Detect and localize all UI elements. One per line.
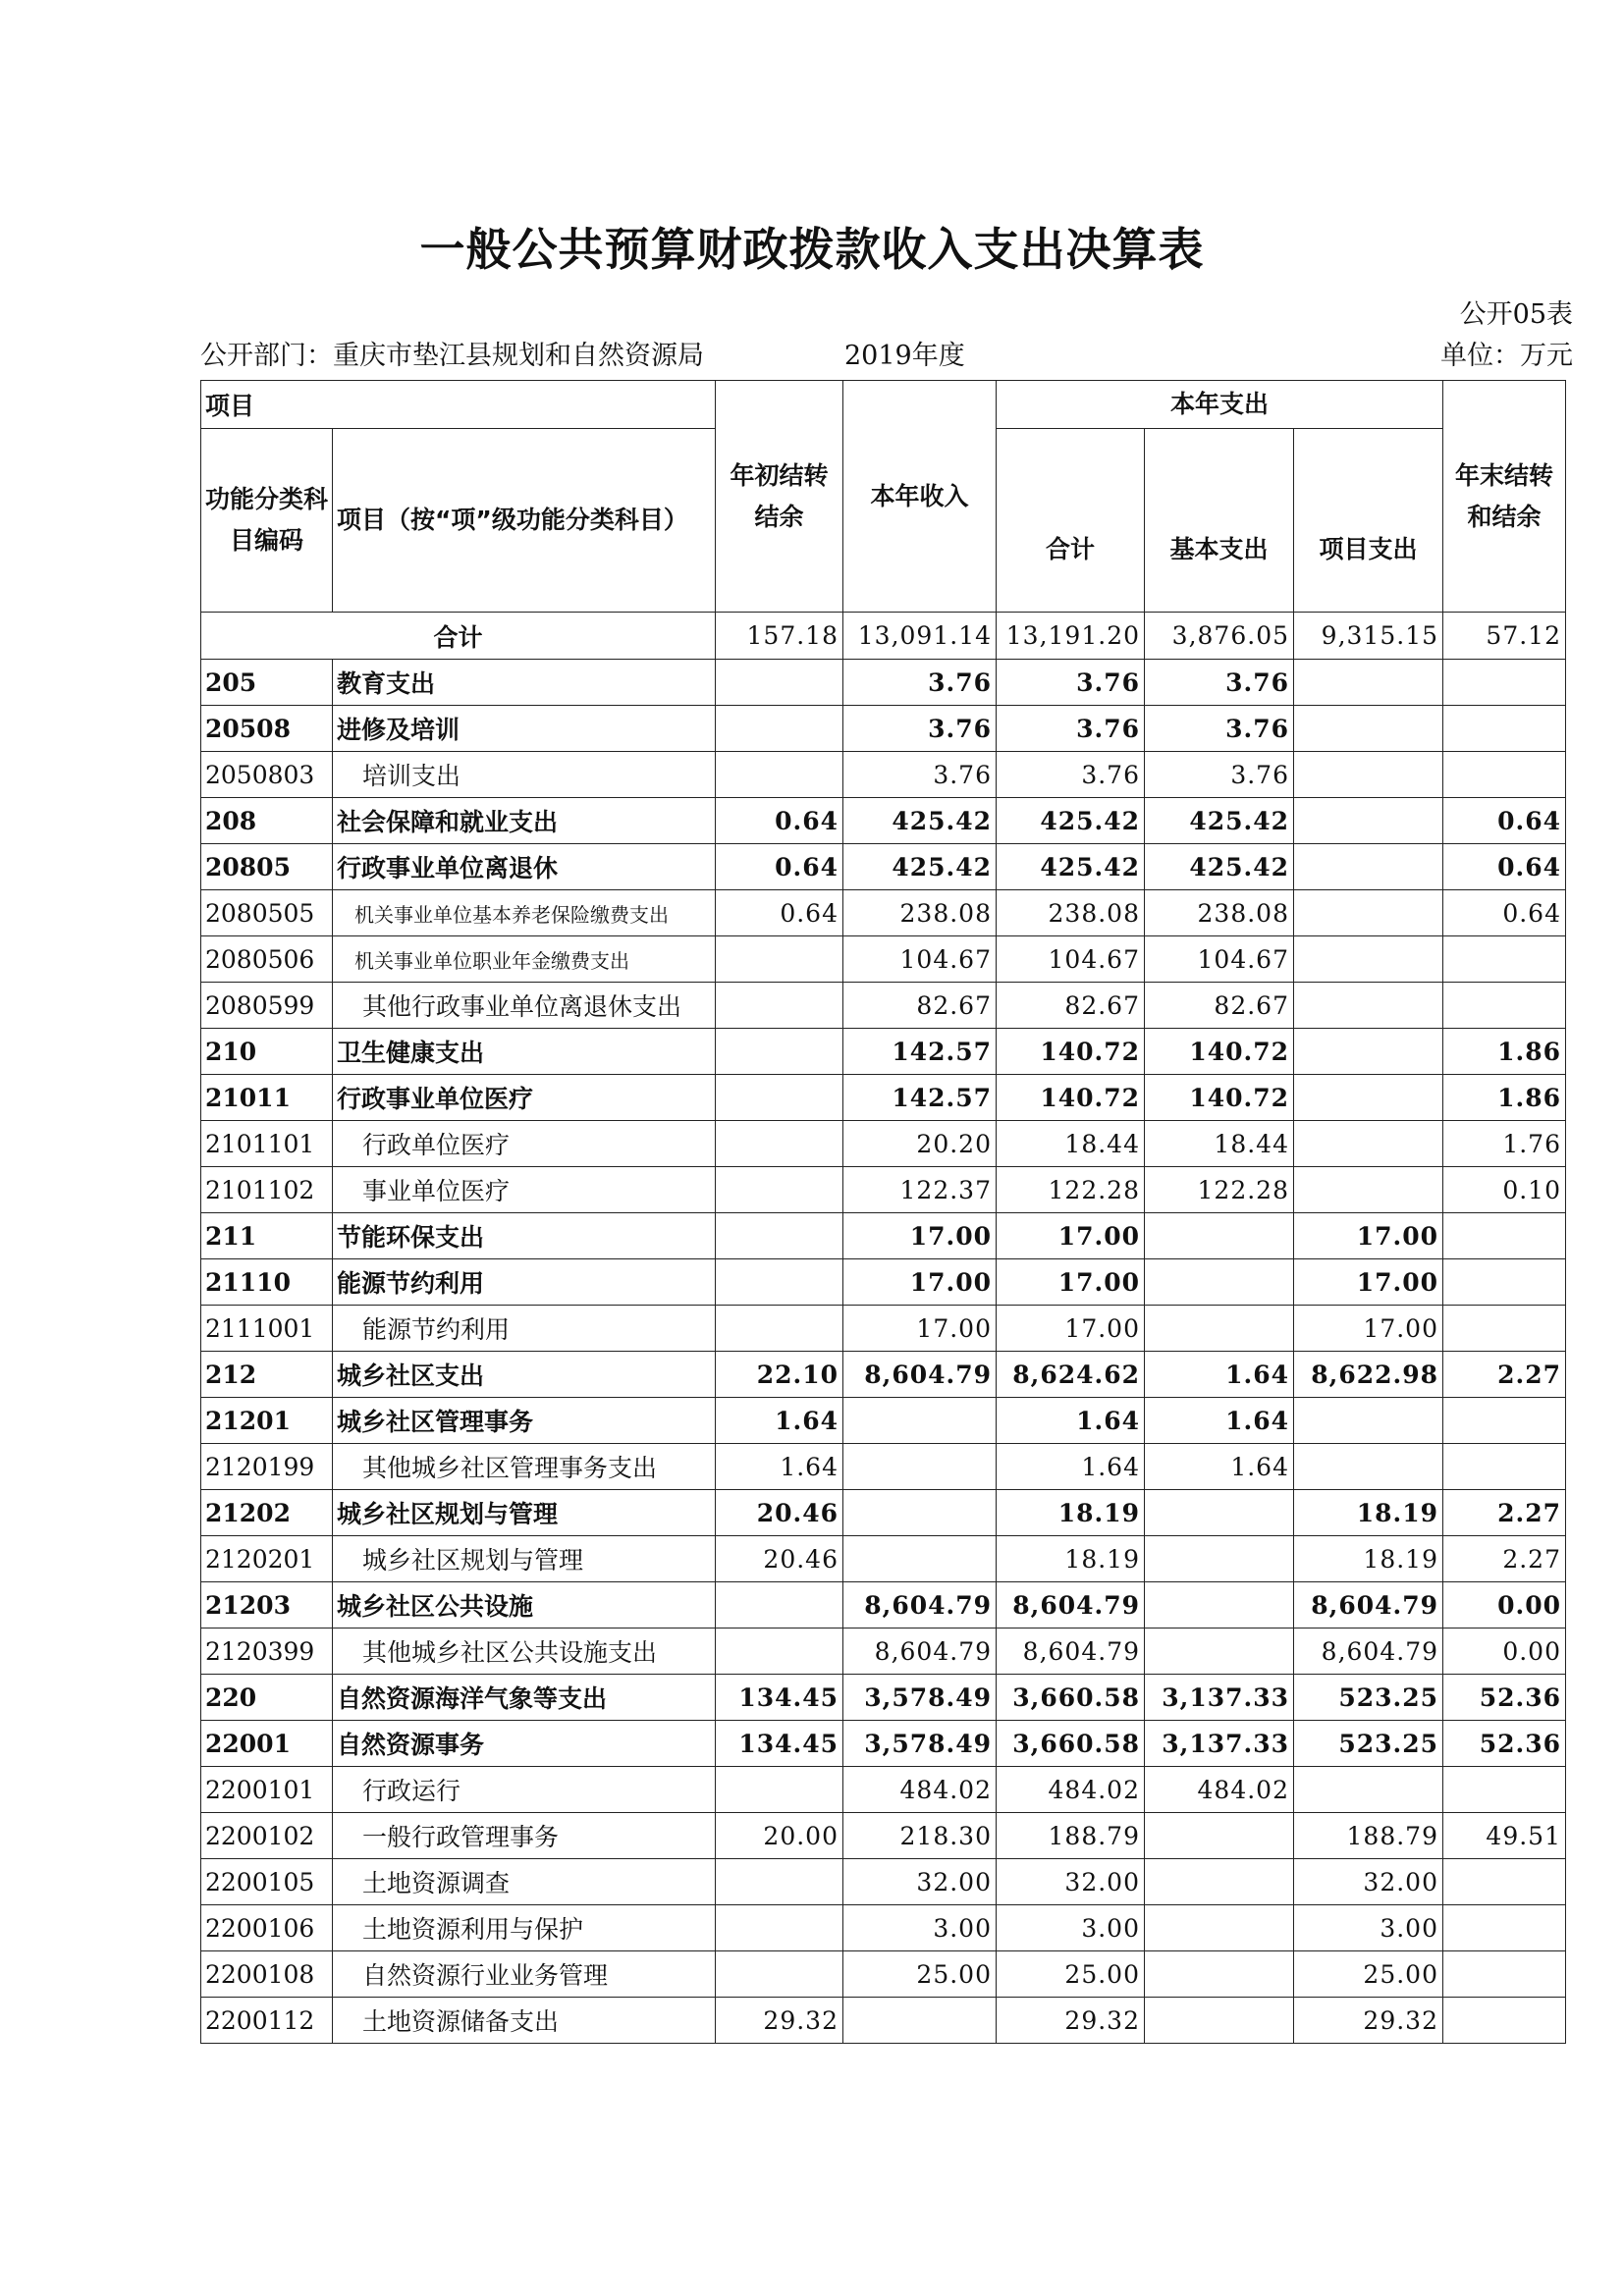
row-code: 2120399 [201,1629,333,1675]
row-income: 17.00 [843,1306,997,1352]
row-end-balance [1443,936,1566,983]
table-row [201,1352,1566,1398]
budget-table [200,380,1566,2044]
row-code: 20805 [201,844,333,890]
row-name: 自然资源海洋气象等支出 [333,1675,716,1721]
row-basic: 3.76 [1145,752,1294,798]
row-begin-balance [716,1905,843,1951]
header-expense-total: 合计 [997,429,1145,613]
row-code: 21203 [201,1582,333,1629]
row-end-balance: 49.51 [1443,1813,1566,1859]
row-name: 土地资源调查 [333,1859,716,1905]
row-name: 事业单位医疗 [333,1167,716,1213]
row-begin-balance [716,706,843,752]
row-income: 8,604.79 [843,1352,997,1398]
row-basic: 3,137.33 [1145,1721,1294,1767]
row-expense-total: 17.00 [997,1306,1145,1352]
row-income: 238.08 [843,890,997,936]
row-project [1294,798,1443,844]
total-basic: 3,876.05 [1145,613,1294,660]
row-code: 2101101 [201,1121,333,1167]
row-end-balance: 1.76 [1443,1121,1566,1167]
row-income: 20.20 [843,1121,997,1167]
row-name: 其他行政事业单位离退休支出 [333,983,716,1029]
table-row [201,1998,1566,2044]
row-income: 425.42 [843,844,997,890]
row-end-balance [1443,1259,1566,1306]
row-income: 3,578.49 [843,1675,997,1721]
table-row [201,1951,1566,1998]
header-project-expense: 项目支出 [1294,429,1443,613]
row-begin-balance [716,752,843,798]
row-begin-balance: 0.64 [716,844,843,890]
row-basic [1145,1259,1294,1306]
form-number: 公开05表 [1459,299,1573,330]
table-row [201,1029,1566,1075]
row-expense-total: 484.02 [997,1767,1145,1813]
table-row [201,1167,1566,1213]
total-begin: 157.18 [716,613,843,660]
row-basic: 1.64 [1145,1398,1294,1444]
row-expense-total: 104.67 [997,936,1145,983]
table-row [201,1259,1566,1306]
row-begin-balance [716,1259,843,1306]
row-expense-total: 32.00 [997,1859,1145,1905]
row-project [1294,983,1443,1029]
row-end-balance [1443,1859,1566,1905]
row-expense-total: 188.79 [997,1813,1145,1859]
row-basic: 1.64 [1145,1352,1294,1398]
header-code: 功能分类科目编码 [201,429,333,613]
row-expense-total: 425.42 [997,798,1145,844]
row-project [1294,706,1443,752]
row-code: 2120201 [201,1536,333,1582]
table-row [201,844,1566,890]
row-name: 机关事业单位基本养老保险缴费支出 [333,890,716,936]
row-code: 211 [201,1213,333,1259]
row-code: 2200108 [201,1951,333,1998]
row-project: 32.00 [1294,1859,1443,1905]
table-row [201,890,1566,936]
row-code: 2080505 [201,890,333,936]
row-basic: 122.28 [1145,1167,1294,1213]
total-income: 13,091.14 [843,613,997,660]
row-end-balance: 2.27 [1443,1352,1566,1398]
row-end-balance: 52.36 [1443,1675,1566,1721]
row-project: 8,604.79 [1294,1629,1443,1675]
row-project: 25.00 [1294,1951,1443,1998]
row-code: 21011 [201,1075,333,1121]
row-name: 其他城乡社区管理事务支出 [333,1444,716,1490]
table-row [201,1721,1566,1767]
table-row [201,1306,1566,1352]
row-project [1294,660,1443,706]
row-expense-total: 1.64 [997,1444,1145,1490]
row-basic [1145,1536,1294,1582]
table-row [201,1121,1566,1167]
row-project: 8,604.79 [1294,1582,1443,1629]
row-begin-balance: 134.45 [716,1675,843,1721]
row-project: 18.19 [1294,1536,1443,1582]
row-end-balance: 2.27 [1443,1536,1566,1582]
table-row [201,1213,1566,1259]
row-name: 城乡社区管理事务 [333,1398,716,1444]
row-basic: 3.76 [1145,660,1294,706]
row-basic [1145,1813,1294,1859]
row-basic: 1.64 [1145,1444,1294,1490]
row-begin-balance [716,1306,843,1352]
row-project [1294,1167,1443,1213]
row-name: 城乡社区规划与管理 [333,1536,716,1582]
row-begin-balance [716,1767,843,1813]
row-basic [1145,1905,1294,1951]
row-end-balance: 1.86 [1443,1029,1566,1075]
row-basic [1145,1859,1294,1905]
row-begin-balance: 20.46 [716,1490,843,1536]
row-project [1294,844,1443,890]
row-income: 25.00 [843,1951,997,1998]
row-name: 城乡社区支出 [333,1352,716,1398]
row-end-balance [1443,1213,1566,1259]
row-code: 2200112 [201,1998,333,2044]
document-meta [200,334,1573,373]
row-income: 104.67 [843,936,997,983]
row-expense-total: 8,604.79 [997,1582,1145,1629]
row-income: 425.42 [843,798,997,844]
row-name: 城乡社区公共设施 [333,1582,716,1629]
header-name: 项目（按“项”级功能分类科目） [333,429,716,613]
table-row [201,1905,1566,1951]
row-expense-total: 3.76 [997,752,1145,798]
row-code: 21202 [201,1490,333,1536]
row-project: 8,622.98 [1294,1352,1443,1398]
table-row [201,1629,1566,1675]
table-row [201,1398,1566,1444]
row-basic: 18.44 [1145,1121,1294,1167]
row-code: 2200101 [201,1767,333,1813]
row-name: 行政运行 [333,1767,716,1813]
row-name: 城乡社区规划与管理 [333,1490,716,1536]
department-label: 公开部门：重庆市垫江县规划和自然资源局 [200,341,704,371]
row-expense-total: 238.08 [997,890,1145,936]
row-expense-total: 8,624.62 [997,1352,1145,1398]
table-row [201,1859,1566,1905]
row-expense-total: 140.72 [997,1029,1145,1075]
row-end-balance: 52.36 [1443,1721,1566,1767]
row-name: 土地资源储备支出 [333,1998,716,2044]
header-basic: 基本支出 [1145,429,1294,613]
row-code: 208 [201,798,333,844]
row-project [1294,1398,1443,1444]
row-end-balance [1443,1905,1566,1951]
table-row [201,1582,1566,1629]
row-end-balance: 0.10 [1443,1167,1566,1213]
row-income: 8,604.79 [843,1629,997,1675]
row-income: 3.76 [843,752,997,798]
table-row [201,752,1566,798]
row-end-balance [1443,1998,1566,2044]
total-expense: 13,191.20 [997,613,1145,660]
table-row [201,706,1566,752]
row-income [843,1490,997,1536]
row-expense-total: 1.64 [997,1398,1145,1444]
row-begin-balance: 0.64 [716,890,843,936]
row-income [843,1536,997,1582]
row-begin-balance: 1.64 [716,1398,843,1444]
row-project [1294,1121,1443,1167]
table-row [201,983,1566,1029]
row-code: 2200106 [201,1905,333,1951]
row-code: 2050803 [201,752,333,798]
row-project: 188.79 [1294,1813,1443,1859]
row-expense-total: 29.32 [997,1998,1145,2044]
row-begin-balance [716,1121,843,1167]
table-row [201,1444,1566,1490]
row-code: 2080599 [201,983,333,1029]
row-code: 2120199 [201,1444,333,1490]
row-basic: 140.72 [1145,1029,1294,1075]
row-income: 82.67 [843,983,997,1029]
row-name: 行政事业单位离退休 [333,844,716,890]
row-name: 培训支出 [333,752,716,798]
row-code: 2200102 [201,1813,333,1859]
document-title: 一般公共预算财政拨款收入支出决算表 [419,223,1205,276]
row-project: 17.00 [1294,1259,1443,1306]
row-begin-balance [716,1582,843,1629]
table-row [201,1813,1566,1859]
row-end-balance: 0.00 [1443,1629,1566,1675]
table-row [201,798,1566,844]
row-expense-total: 25.00 [997,1951,1145,1998]
row-basic: 140.72 [1145,1075,1294,1121]
row-basic: 425.42 [1145,844,1294,890]
total-end: 57.12 [1443,613,1566,660]
row-project: 17.00 [1294,1213,1443,1259]
table-row [201,936,1566,983]
row-basic: 3,137.33 [1145,1675,1294,1721]
row-end-balance [1443,1306,1566,1352]
row-begin-balance: 22.10 [716,1352,843,1398]
row-income: 218.30 [843,1813,997,1859]
row-expense-total: 3.76 [997,660,1145,706]
row-begin-balance [716,660,843,706]
row-basic [1145,1490,1294,1536]
row-name: 行政事业单位医疗 [333,1075,716,1121]
row-code: 2101102 [201,1167,333,1213]
row-code: 2080506 [201,936,333,983]
row-project [1294,890,1443,936]
row-project [1294,1444,1443,1490]
unit-label: 单位：万元 [1440,341,1573,371]
row-end-balance [1443,706,1566,752]
row-code: 220 [201,1675,333,1721]
row-project: 29.32 [1294,1998,1443,2044]
row-begin-balance [716,1629,843,1675]
row-expense-total: 8,604.79 [997,1629,1145,1675]
row-project [1294,1029,1443,1075]
table-row [201,1675,1566,1721]
row-income: 17.00 [843,1213,997,1259]
row-expense-total: 17.00 [997,1213,1145,1259]
row-begin-balance: 1.64 [716,1444,843,1490]
row-code: 21201 [201,1398,333,1444]
row-income: 17.00 [843,1259,997,1306]
header-income: 本年收入 [843,381,997,613]
row-basic [1145,1306,1294,1352]
row-name: 自然资源行业业务管理 [333,1951,716,1998]
row-basic [1145,1582,1294,1629]
row-expense-total: 18.44 [997,1121,1145,1167]
row-basic [1145,1951,1294,1998]
row-project [1294,936,1443,983]
row-code: 2200105 [201,1859,333,1905]
total-row [201,613,1566,660]
row-income: 3.00 [843,1905,997,1951]
row-name: 土地资源利用与保护 [333,1905,716,1951]
row-begin-balance [716,936,843,983]
row-begin-balance [716,1029,843,1075]
row-begin-balance [716,1075,843,1121]
row-expense-total: 3.76 [997,706,1145,752]
row-end-balance: 2.27 [1443,1490,1566,1536]
table-row [201,1536,1566,1582]
row-code: 210 [201,1029,333,1075]
row-name: 社会保障和就业支出 [333,798,716,844]
fiscal-year: 2019年度 [844,341,965,371]
row-begin-balance: 0.64 [716,798,843,844]
row-expense-total: 17.00 [997,1259,1145,1306]
row-income [843,1444,997,1490]
row-project: 3.00 [1294,1905,1443,1951]
header-project: 项目 [201,381,716,429]
row-basic [1145,1629,1294,1675]
row-name: 其他城乡社区公共设施支出 [333,1629,716,1675]
row-end-balance: 0.64 [1443,798,1566,844]
row-code: 212 [201,1352,333,1398]
table-row [201,1075,1566,1121]
row-end-balance [1443,660,1566,706]
row-name: 教育支出 [333,660,716,706]
row-income: 122.37 [843,1167,997,1213]
row-expense-total: 82.67 [997,983,1145,1029]
row-name: 机关事业单位职业年金缴费支出 [333,936,716,983]
row-income: 3.76 [843,660,997,706]
row-basic: 82.67 [1145,983,1294,1029]
row-name: 自然资源事务 [333,1721,716,1767]
header-begin-balance: 年初结转结余 [716,381,843,613]
header-end-balance: 年末结转和结余 [1443,381,1566,613]
row-project: 523.25 [1294,1721,1443,1767]
total-label: 合计 [201,613,716,660]
row-basic: 238.08 [1145,890,1294,936]
row-end-balance: 0.64 [1443,890,1566,936]
row-begin-balance [716,1951,843,1998]
row-project: 17.00 [1294,1306,1443,1352]
row-end-balance: 0.64 [1443,844,1566,890]
row-expense-total: 3.00 [997,1905,1145,1951]
row-project: 18.19 [1294,1490,1443,1536]
row-name: 一般行政管理事务 [333,1813,716,1859]
row-end-balance [1443,1951,1566,1998]
row-end-balance: 0.00 [1443,1582,1566,1629]
row-basic: 104.67 [1145,936,1294,983]
total-project: 9,315.15 [1294,613,1443,660]
row-basic [1145,1213,1294,1259]
row-end-balance: 1.86 [1443,1075,1566,1121]
row-code: 20508 [201,706,333,752]
row-income: 484.02 [843,1767,997,1813]
row-code: 2111001 [201,1306,333,1352]
row-begin-balance: 134.45 [716,1721,843,1767]
row-begin-balance [716,983,843,1029]
row-income: 32.00 [843,1859,997,1905]
table-row [201,660,1566,706]
row-end-balance [1443,752,1566,798]
row-expense-total: 140.72 [997,1075,1145,1121]
row-end-balance [1443,1444,1566,1490]
row-income: 3.76 [843,706,997,752]
row-code: 22001 [201,1721,333,1767]
row-end-balance [1443,1767,1566,1813]
row-begin-balance: 29.32 [716,1998,843,2044]
row-begin-balance [716,1859,843,1905]
row-basic [1145,1998,1294,2044]
row-name: 能源节约利用 [333,1259,716,1306]
row-expense-total: 3,660.58 [997,1675,1145,1721]
row-income: 8,604.79 [843,1582,997,1629]
row-expense-total: 3,660.58 [997,1721,1145,1767]
row-name: 卫生健康支出 [333,1029,716,1075]
row-name: 进修及培训 [333,706,716,752]
table-row [201,1767,1566,1813]
row-code: 21110 [201,1259,333,1306]
row-begin-balance: 20.00 [716,1813,843,1859]
row-income: 142.57 [843,1075,997,1121]
row-income [843,1998,997,2044]
row-name: 行政单位医疗 [333,1121,716,1167]
row-project [1294,1075,1443,1121]
row-project [1294,752,1443,798]
row-basic: 484.02 [1145,1767,1294,1813]
row-basic: 425.42 [1145,798,1294,844]
row-project [1294,1767,1443,1813]
row-begin-balance: 20.46 [716,1536,843,1582]
row-expense-total: 425.42 [997,844,1145,890]
row-end-balance [1443,1398,1566,1444]
row-expense-total: 122.28 [997,1167,1145,1213]
row-begin-balance [716,1167,843,1213]
row-code: 205 [201,660,333,706]
row-expense-total: 18.19 [997,1490,1145,1536]
row-begin-balance [716,1213,843,1259]
row-income: 142.57 [843,1029,997,1075]
row-expense-total: 18.19 [997,1536,1145,1582]
row-project: 523.25 [1294,1675,1443,1721]
row-income [843,1398,997,1444]
row-end-balance [1443,983,1566,1029]
row-basic: 3.76 [1145,706,1294,752]
table-row [201,1490,1566,1536]
row-income: 3,578.49 [843,1721,997,1767]
row-name: 能源节约利用 [333,1306,716,1352]
header-expense-group: 本年支出 [997,381,1443,429]
row-name: 节能环保支出 [333,1213,716,1259]
